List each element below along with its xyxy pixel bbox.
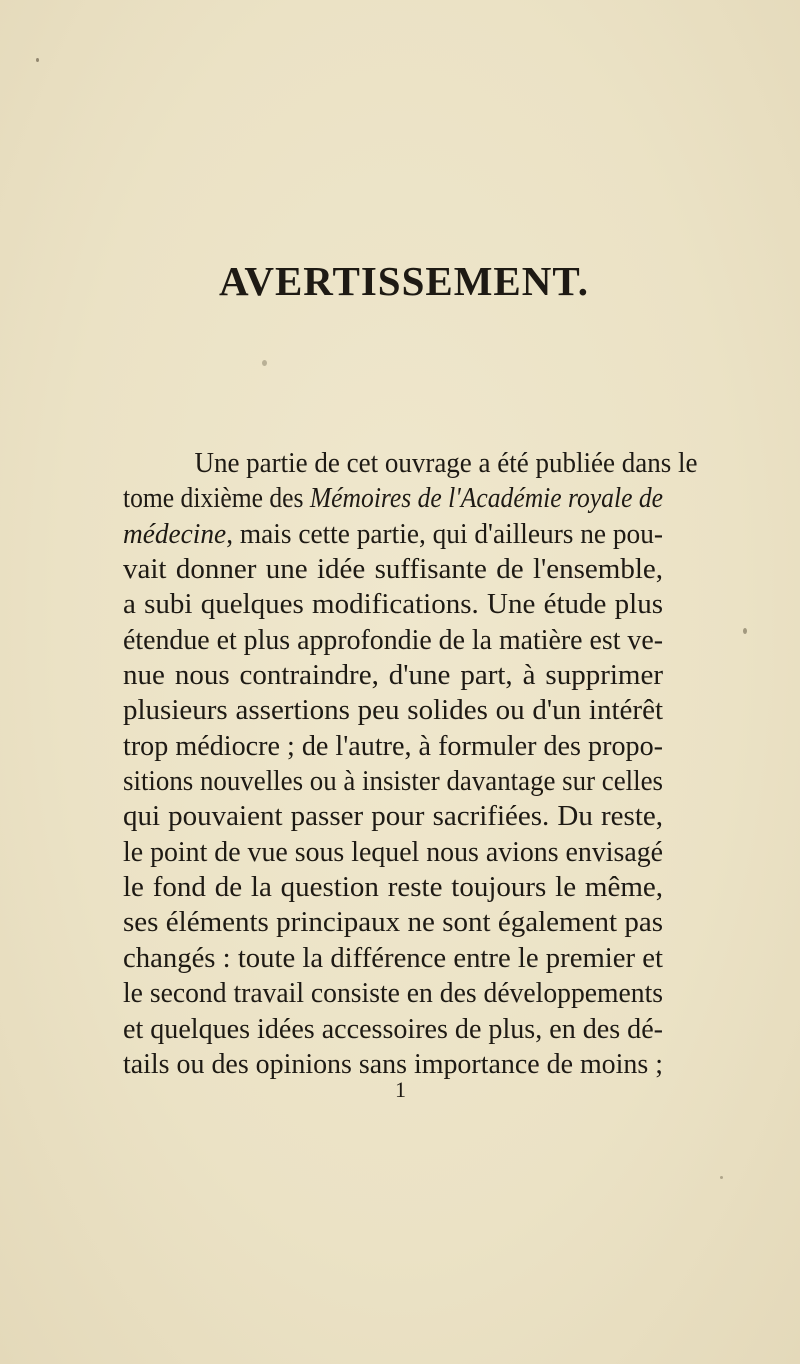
text-line: le fond de la question reste toujours le même, (123, 871, 663, 904)
signature-mark: 1 (395, 1077, 406, 1102)
journal-title-italic-cont: médecine (123, 517, 227, 550)
text-line: le point de vue sous lequel nous avions envisagé (123, 835, 663, 868)
text-segment: tome dixième des (123, 482, 310, 515)
body-paragraph (123, 446, 698, 1082)
text-line: sitions nouvelles ou à insister davantage sur celles (123, 765, 663, 798)
text-segment: , mais cette partie, qui d'ailleurs ne pou- (226, 517, 663, 550)
paper-speck (262, 360, 267, 366)
paper-speck (36, 58, 39, 62)
text-line: Une partie de cet ouvrage a été publiée dans le (194, 447, 698, 479)
text-line: changés : toute la différence entre le premier et (123, 941, 663, 974)
text-line: tails ou des opinions sans importance de moins ; (123, 1047, 663, 1080)
text-line (123, 481, 663, 516)
text-line (123, 517, 663, 552)
text-line: le second travail consiste en des développements (123, 977, 663, 1010)
paper-speck (743, 628, 747, 634)
text-line: plusieurs assertions peu solides ou d'un intérêt (123, 694, 663, 727)
page-title: AVERTISSEMENT. (219, 258, 589, 304)
text-line: ses éléments principaux ne sont également pas (123, 906, 663, 939)
text-line: a subi quelques modifications. Une étude plus (123, 588, 663, 621)
text-line: qui pouvaient passer pour sacrifiées. Du reste, (123, 800, 663, 833)
journal-title-italic: Mémoires de l'Académie royale de (309, 482, 663, 515)
text-line: nue nous contraindre, d'une part, à supprimer (123, 659, 663, 692)
text-line: vait donner une idée suffisante de l'ensemble, (123, 553, 663, 586)
paper-speck (720, 1176, 723, 1179)
text-line: trop médiocre ; de l'autre, à formuler des propo- (123, 729, 663, 762)
text-line: et quelques idées accessoires de plus, en des dé- (123, 1012, 663, 1045)
text-line: étendue et plus approfondie de la matière est ve- (123, 623, 663, 656)
